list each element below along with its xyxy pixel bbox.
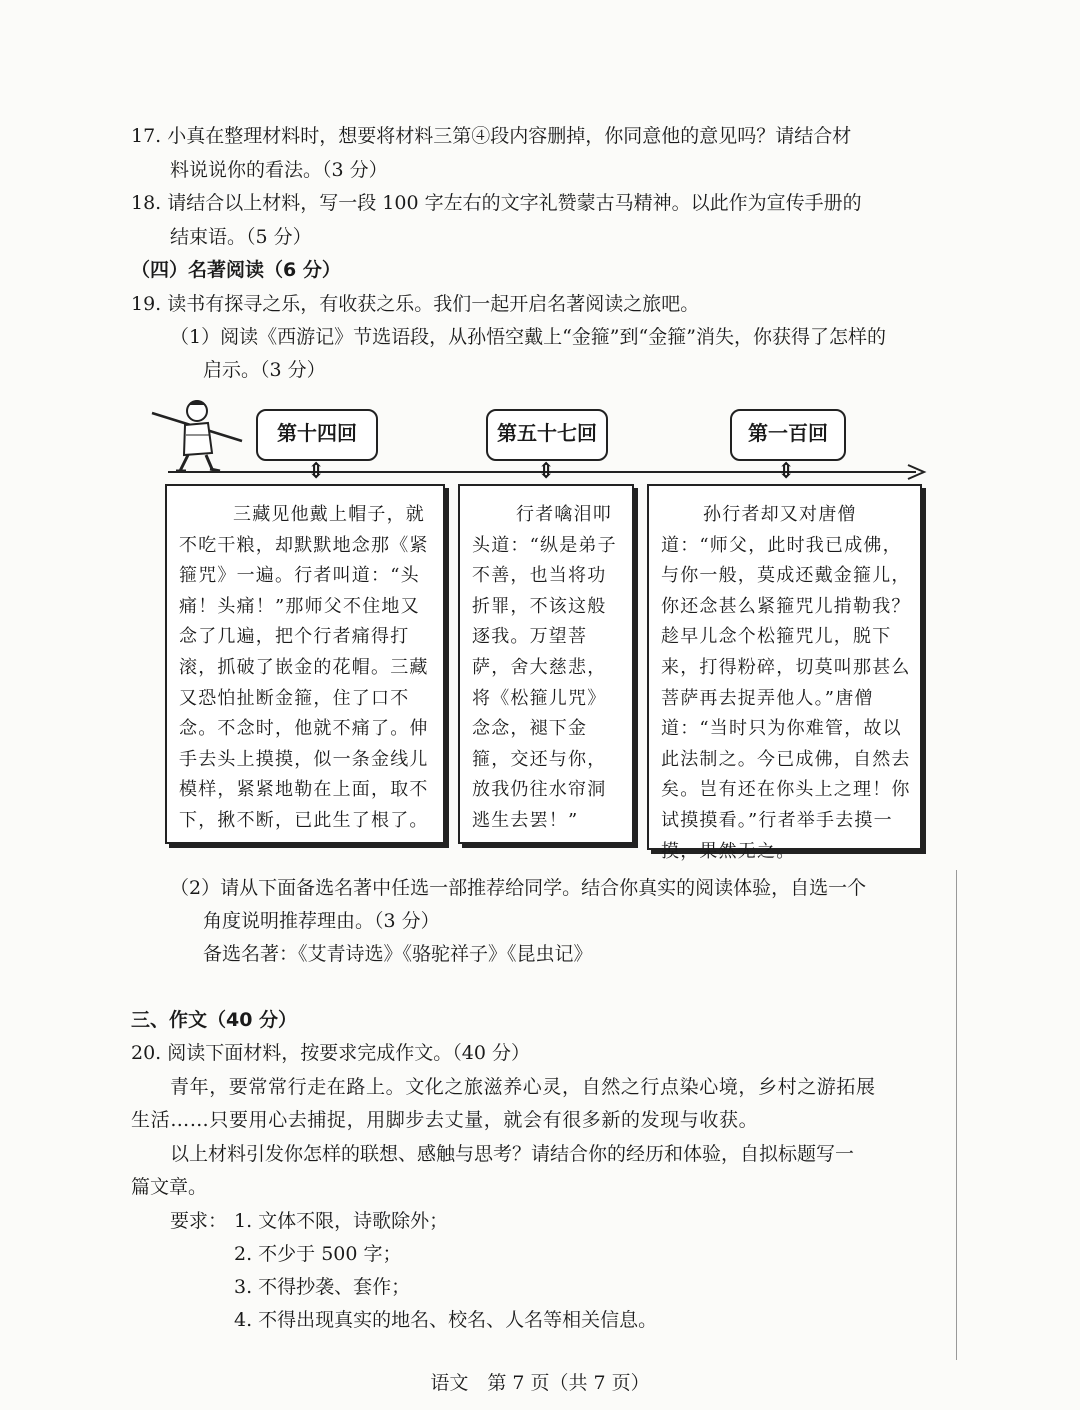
q20-prompt-line1: 以上材料引发你怎样的联想、感触与思考？请结合你的经历和体验，自拟标题写一: [170, 1143, 855, 1165]
q19-intro: 读书有探寻之乐，有收获之乐。我们一起开启名著阅读之旅吧。: [167, 293, 700, 315]
q18-line2: 结束语。（5 分）: [170, 226, 312, 248]
q20-material-line1: 青年，要常常行走在路上。文化之旅滋养心灵，自然之行点染心境，乡村之游拓展: [170, 1076, 876, 1098]
passage-box-57: [458, 484, 634, 844]
chapter-label-100: 第一百回: [730, 409, 846, 461]
q17-line1: [131, 122, 851, 150]
connector-arrow-100: ⇕: [777, 458, 796, 484]
page-footer: 语文 第 7 页（共 7 页）: [430, 1372, 650, 1394]
passage-box-14: [165, 484, 445, 844]
q17-number: 17.: [131, 125, 162, 147]
q20-material-line2: 生活……只要用心去捕捉，用脚步去丈量，就会有很多新的发现与收获。: [131, 1109, 759, 1131]
q20-requirement-1: 1. 文体不限，诗歌除外；: [234, 1210, 449, 1232]
q19-part1-line1: （1）阅读《西游记》节选语段，从孙悟空戴上“金箍”到“金箍”消失，你获得了怎样的: [170, 326, 886, 348]
q18-text: 请结合以上材料，写一段 100 字左右的文字礼赞蒙古马精神。以此作为宣传手册的: [167, 192, 862, 214]
q19-intro-line: [131, 290, 699, 318]
q20-requirements-label: 要求：: [170, 1210, 228, 1232]
passage-text-14: 三藏见他戴上帽子，就不吃干粮，却默默地念那《紧箍咒》一遍。行者叫道：“头痛！头痛！”那师父不住地又念了几遍，把个行者痛得打滚，抓破了嵌金的花帽。三藏又恐怕扯断金箍，住了口不念。不念时，他就不痛了。伸手去头上摸摸，似一条金线儿模样，紧紧地勒在上面，取不下，揪不断，已此生了根了。: [179, 504, 429, 831]
passage-text-57: 行者噙泪叩头道：“纵是弟子不善，也当将功折罪，不该这般逐我。万望菩萨，舍大慈悲，将《松箍儿咒》念念，褪下金箍，交还与你，放我仍往水帘洞逃生去罢！”: [472, 504, 617, 831]
chapter-label-57: 第五十七回: [486, 409, 608, 461]
q19-part2-line1: （2）请从下面备选名著中任选一部推荐给同学。结合你真实的阅读体验，自选一个: [170, 877, 867, 899]
q19-part2-line2: 角度说明推荐理由。（3 分）: [203, 910, 440, 932]
passage-box-100: [647, 484, 922, 862]
q20-number: 20.: [131, 1042, 162, 1064]
q17-line2: 料说说你的看法。（3 分）: [170, 159, 388, 181]
q20-requirement-4: 4. 不得出现真实的地名、校名、人名等相关信息。: [234, 1309, 658, 1331]
q20-intro-line: [131, 1039, 530, 1067]
q18-line1: [131, 189, 862, 217]
q19-part1-line2: 启示。（3 分）: [203, 359, 326, 381]
q20-prompt-line2: 篇文章。: [131, 1176, 208, 1198]
q20-intro: 阅读下面材料，按要求完成作文。（40 分）: [167, 1042, 530, 1064]
q17-text: 小真在整理材料时，想要将材料三第④段内容删掉，你同意他的意见吗？请结合材: [167, 125, 852, 147]
connector-arrow-57: ⇕: [537, 458, 556, 484]
chapter-label-14: 第十四回: [256, 409, 378, 461]
section4-heading: （四）名著阅读（6 分）: [131, 259, 341, 281]
section3-heading: 三、作文（40 分）: [131, 1009, 298, 1031]
q20-requirement-3: 3. 不得抄袭、套作；: [234, 1276, 411, 1298]
q19-candidates: 备选名著：《艾青诗选》《骆驼祥子》《昆虫记》: [203, 943, 593, 965]
q20-requirement-2: 2. 不少于 500 字；: [234, 1243, 402, 1265]
connector-arrow-14: ⇕: [307, 458, 326, 484]
margin-line: [956, 870, 957, 1360]
q18-number: 18.: [131, 192, 162, 214]
passage-text-100: 孙行者却又对唐僧道：“师父，此时我已成佛，与你一般，莫成还戴金箍儿，你还念甚么紧箍咒儿掯勒我？趁早儿念个松箍咒儿，脱下来，打得粉碎，切莫叫那甚么菩萨再去捉弄他人。”唐僧道：“当时只为你难管，故以此法制之。今已成佛，自然去矣。岂有还在你头上之理！你试摸摸看。”行者举手去摸一摸，果然无之。: [661, 504, 911, 862]
q19-number: 19.: [131, 293, 162, 315]
